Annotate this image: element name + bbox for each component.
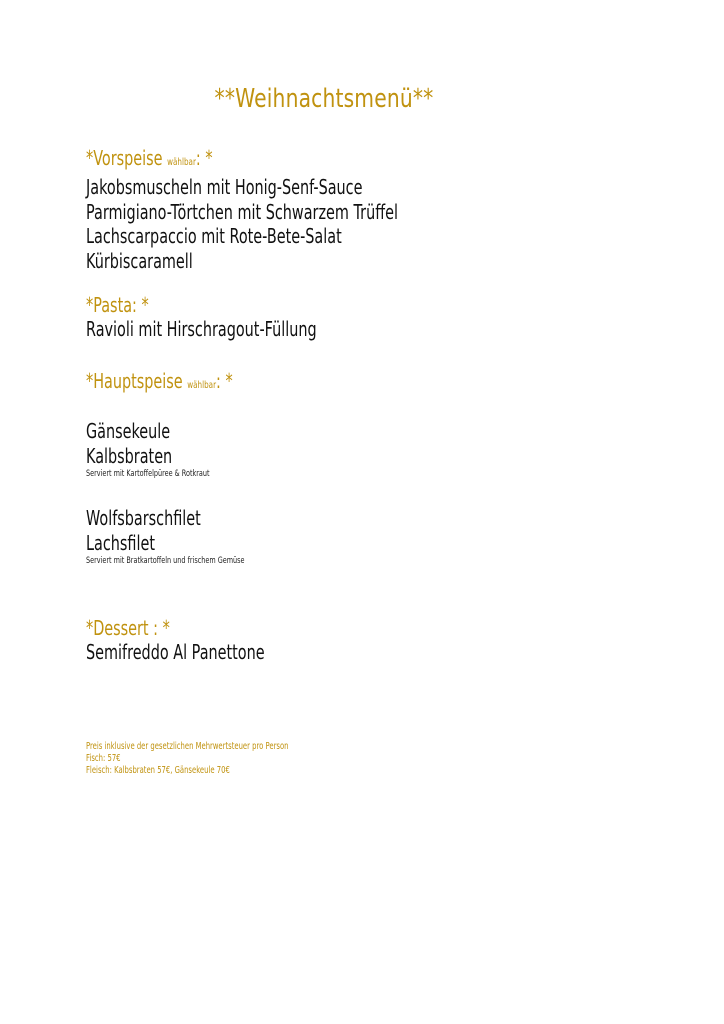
serving-note: Serviert mit Kartoffelpüree & Rotkraut — [86, 469, 210, 479]
vorspeise-section — [86, 146, 519, 273]
vorspeise-heading-label: *Vorspeise — [86, 146, 163, 170]
pasta-section — [86, 293, 406, 342]
price-note: Preis inklusive der gesetzlichen Mehrwertsteuer pro Person — [86, 741, 289, 752]
vorspeise-heading-end: : * — [195, 146, 213, 170]
serving-note: Serviert mit Bratkartoffeln und frischem Gemüse — [86, 556, 245, 566]
hauptspeise-section — [86, 369, 290, 398]
price-footer — [86, 741, 367, 777]
menu-item: Kürbiscaramell — [86, 248, 193, 273]
vorspeise-heading — [86, 146, 398, 175]
dessert-heading: *Dessert : * — [86, 616, 170, 640]
page-title: **Weihnachtsmenü** — [214, 84, 434, 114]
menu-item: Ravioli mit Hirschragout-Füllung — [86, 317, 317, 341]
hauptspeise-heading-note: wählbar — [187, 380, 217, 391]
dessert-section — [86, 616, 334, 665]
menu-item: Semifreddo Al Panettone — [86, 640, 265, 664]
vorspeise-heading-note: wählbar — [167, 157, 196, 168]
price-meat: Fleisch: Kalbsbraten 57€, Gänsekeule 70€ — [86, 765, 230, 776]
menu-item: Wolfsbarschfilet — [86, 506, 201, 530]
price-fish: Fisch: 57€ — [86, 753, 121, 764]
hauptspeise-group-meat — [86, 419, 258, 480]
hauptspeise-group-fish — [86, 506, 306, 567]
menu-item: Gänsekeule — [86, 419, 171, 443]
menu-item: Kalbsbraten — [86, 443, 173, 468]
pasta-heading: *Pasta: * — [86, 293, 149, 317]
menu-item: Parmigiano-Törtchen mit Schwarzem Trüffel — [86, 199, 398, 224]
hauptspeise-heading-end: : * — [216, 369, 233, 393]
menu-item: Lachsfilet — [86, 530, 155, 555]
hauptspeise-heading — [86, 369, 233, 398]
hauptspeise-heading-label: *Hauptspeise — [86, 369, 183, 393]
menu-item: Jakobsmuscheln mit Honig-Senf-Sauce — [86, 175, 363, 199]
menu-item: Lachscarpaccio mit Rote-Bete-Salat — [86, 224, 342, 248]
